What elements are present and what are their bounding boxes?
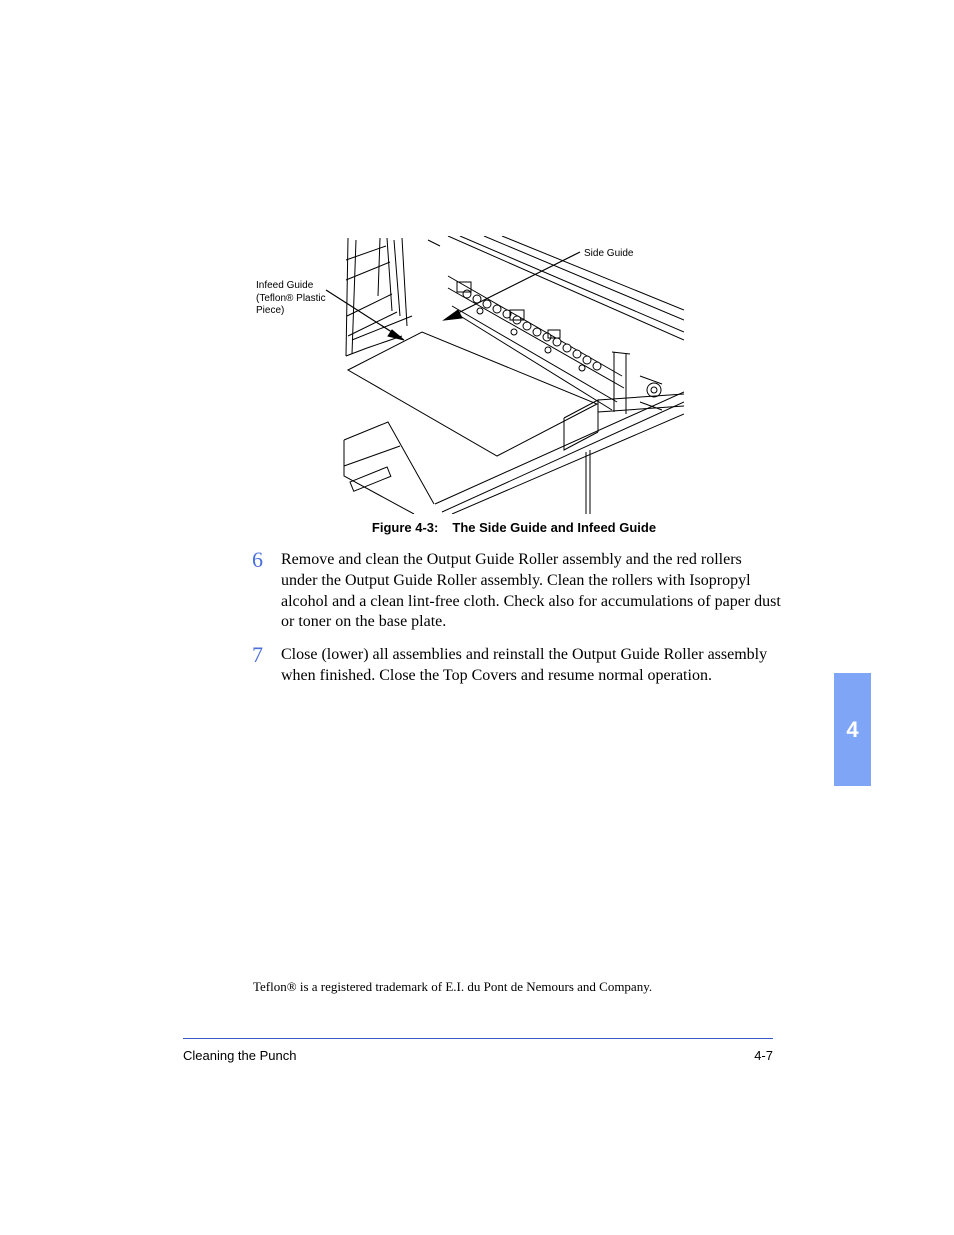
step-number: 6 xyxy=(252,547,263,572)
step-text: Remove and clean the Output Guide Roller assembly and the red rollers under the Output Guide Roller assembly. Clean the rollers with Isopropyl alcohol and a clean lint-free cloth. Check also for accumulations of paper dust or toner on the base plate. xyxy=(281,551,781,631)
figure-caption-label: Figure 4-3: xyxy=(371,520,439,535)
step-number: 7 xyxy=(252,642,263,667)
trademark-footnote: Teflon® is a registered trademark of E.I. du Pont de Nemours and Company. xyxy=(253,979,653,994)
figure-side-guide-illustration xyxy=(252,236,684,514)
step-text: Close (lower) all assemblies and reinstall the Output Guide Roller assembly when finished. Close the Top Covers and resume normal operation. xyxy=(281,646,768,684)
figure-caption-title: The Side Guide and Infeed Guide xyxy=(452,520,657,535)
footer-divider xyxy=(183,1038,773,1039)
callout-side-guide: Side Guide xyxy=(584,248,634,259)
chapter-tab: 4 xyxy=(834,673,871,786)
footer-page-number: 4-7 xyxy=(754,1048,773,1063)
callout-infeed-guide: Infeed Guide (Teflon® Plastic Piece) xyxy=(256,280,326,316)
footer-section-title: Cleaning the Punch xyxy=(183,1048,297,1063)
punch-mechanism-illustration xyxy=(252,236,684,514)
figure-caption xyxy=(252,520,776,535)
